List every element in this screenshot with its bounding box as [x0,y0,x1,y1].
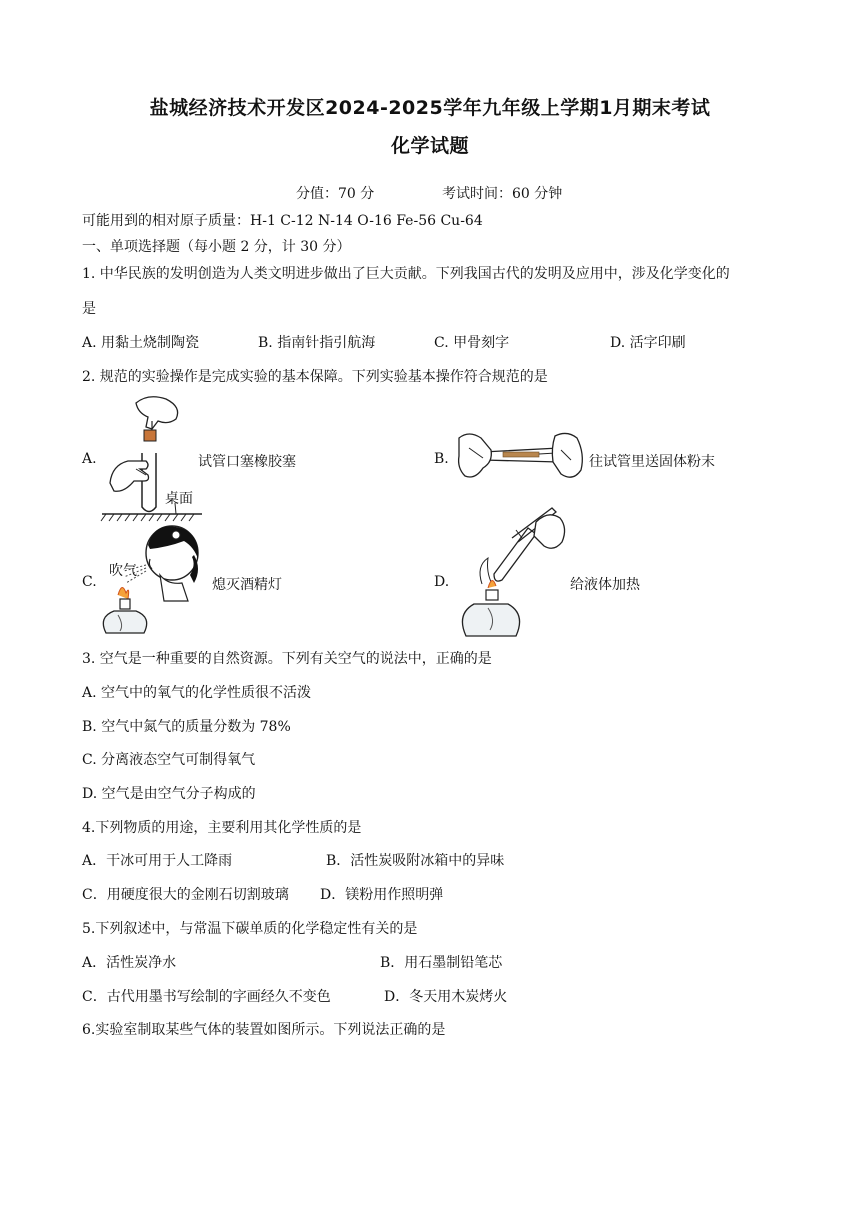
q2-option-d-text: 给液体加热 [570,577,640,593]
q3-option-a: A. 空气中的氧气的化学性质很不活泼 [82,685,312,701]
blow-out-lamp-figure [98,525,208,639]
heat-liquid-figure [452,508,570,640]
time-info: 考试时间：60 分钟 [442,186,563,202]
blow-label: 吹气 [109,563,137,579]
q2-option-c-letter: C. [82,574,97,590]
q5-option-c: C．古代用墨书写绘制的字画经久不变色 [82,989,331,1005]
q1-option-b: B. 指南针指引航海 [258,335,376,351]
q6-stem: 6.实验室制取某些气体的装置如图所示。下列说法正确的是 [82,1022,446,1038]
q5-stem: 5.下列叙述中，与常温下碳单质的化学稳定性有关的是 [82,921,418,937]
q1-option-c: C. 甲骨刻字 [434,335,510,351]
q1-option-a: A. 用黏土烧制陶瓷 [82,335,200,351]
q1-option-d: D. 活字印刷 [610,335,686,351]
q2-stem: 2. 规范的实验操作是完成实验的基本保障。下列实验基本操作符合规范的是 [82,369,548,385]
q2-option-d-letter: D. [434,574,450,590]
atomic-mass-info: 可能用到的相对原子质量：H-1 C-12 N-14 O-16 Fe-56 Cu-64 [82,213,483,229]
q4-option-c: C．用硬度很大的金刚石切割玻璃 [82,887,289,903]
q3-stem: 3. 空气是一种重要的自然资源。下列有关空气的说法中，正确的是 [82,651,492,667]
q2-option-a-text: 试管口塞橡胶塞 [198,454,296,470]
q5-option-a: A．活性炭净水 [82,955,177,971]
q2-option-c-text: 熄灭酒精灯 [212,577,282,593]
exam-subtitle: 化学试题 [390,135,469,157]
powder-into-tube-figure [455,428,587,486]
q5-option-d: D．冬天用木炭烤火 [384,989,508,1005]
q2-option-b-letter: B. [434,451,449,467]
section-heading: 一、单项选择题（每小题 2 分，计 30 分） [82,239,351,255]
q3-option-b: B. 空气中氮气的质量分数为 78% [82,719,291,735]
q4-option-b: B．活性炭吸附冰箱中的异味 [326,853,505,869]
q4-stem: 4.下列物质的用途，主要利用其化学性质的是 [82,820,362,836]
q1-stem: 1. 中华民族的发明创造为人类文明进步做出了巨大贡献。下列我国古代的发明及应用中，涉及化学变化的 [82,266,730,282]
q4-option-d: D．镁粉用作照明弹 [320,887,444,903]
desk-label: 桌面 [165,491,193,507]
q2-option-b-text: 往试管里送固体粉末 [589,454,715,470]
q4-option-a: A．干冰可用于人工降雨 [82,853,233,869]
q3-option-c: C. 分离液态空气可制得氧气 [82,752,256,768]
q3-option-d: D. 空气是由空气分子构成的 [82,786,256,802]
exam-title: 盐城经济技术开发区2024-2025学年九年级上学期1月期末考试 [149,97,711,119]
q5-option-b: B．用石墨制铅笔芯 [380,955,503,971]
q2-option-a-letter: A. [82,451,97,467]
q1-stem-cont: 是 [82,301,96,317]
score-info: 分值：70 分 [296,186,375,202]
